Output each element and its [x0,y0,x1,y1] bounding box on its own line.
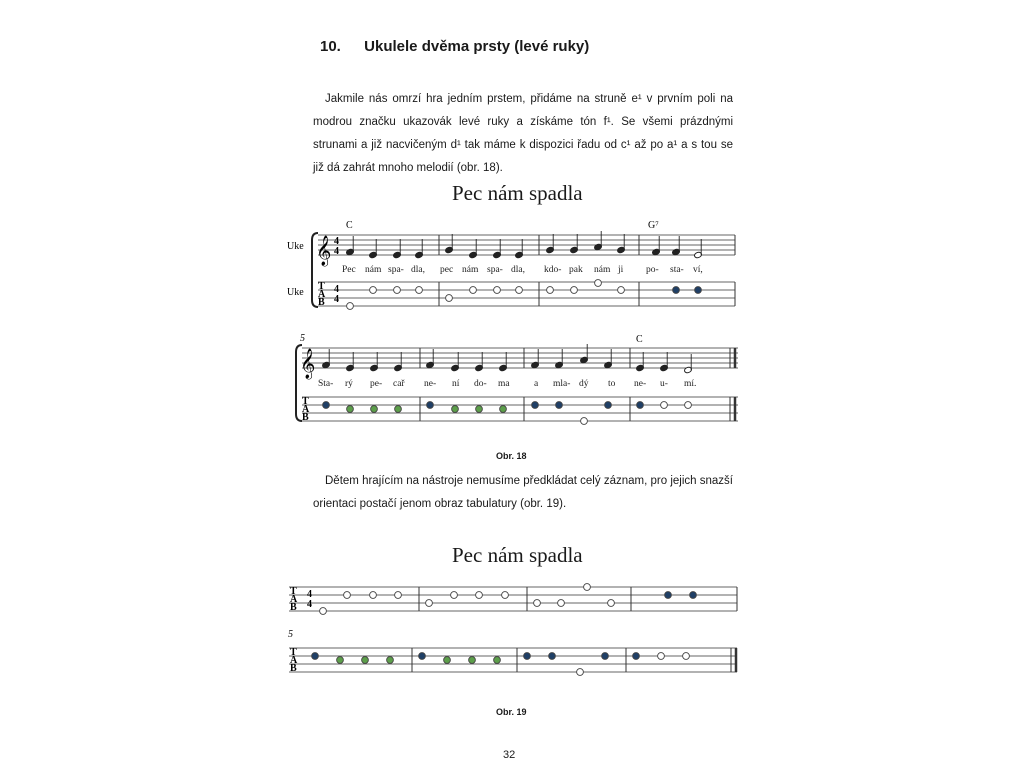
lyric: ne- [634,379,647,389]
tab-dot-blue [532,402,539,409]
intro-paragraph-text: Jakmile nás omrzí hra jedním prstem, přidáme na struně e¹ v prvním poli na modrou značku ukazovák levé ruky a získáme tón f¹. Se všemi prázdnými strunami a již nacvičeným d¹ tak máme k dispozici řadu od c¹ až po a¹ a s tou se již dá zahrát mnoho melodií (obr. 18). [313,93,733,174]
lyric: to [608,379,616,389]
fig19-time-sig-bottom: 4 [307,599,312,610]
tab-dot-blue [673,287,680,294]
tab-dot-open [476,592,483,599]
time-sig-bottom: 4 [334,246,339,257]
lyric: rý [345,379,353,389]
lyric: sta- [670,265,684,275]
lyric: Sta- [318,379,334,389]
tab-dot-green [476,406,483,413]
fig19-measure-number-5: 5 [288,629,293,640]
fig19-time-sig-top: 4 [307,589,312,600]
tab-dot-open [494,287,501,294]
tab-barlines-2 [420,397,735,421]
tab-dot-open [451,592,458,599]
figure19-title: Pec nám spadla [452,543,583,567]
lyric: u- [660,379,668,389]
tab-dot-blue [427,402,434,409]
figure18-title: Pec nám spadla [452,181,583,205]
tab-dot-open [683,653,690,660]
lyric: nám [365,265,382,275]
tab-clef-1 [318,281,326,308]
tab-letter-b: B [318,297,325,308]
second-paragraph [313,470,733,516]
tab-dot-open [685,402,692,409]
tab-letter-b: B [290,602,297,613]
fig19-tab-lines-1 [289,587,737,611]
tab-letter-a: A [290,594,298,605]
tab-dot-green [444,657,451,664]
tab-dot-green [347,406,354,413]
fig19-tab-lines-2 [289,648,737,672]
treble-clef: 𝄞 [316,236,332,266]
lyric: ví, [693,265,703,275]
lyric: Pec [342,265,356,275]
lyric: pe- [370,379,383,389]
notes-row-2 [322,344,693,374]
lyric: ji [618,265,624,275]
tab-dot-blue [312,653,319,660]
second-paragraph-text: Dětem hrajícím na nástroje nemusíme předkládat celý záznam, pro jejich snazší orientaci postačí jenom obraz tabulatury (obr. 19). [313,475,733,510]
tab-dot-green [371,406,378,413]
tab-dot-blue [605,402,612,409]
tab-dot-open [394,287,401,294]
chord-g7: G⁷ [648,220,659,231]
fig19-tab-dots-row-1 [320,584,697,615]
tab-lines-1 [318,282,735,306]
tab-dot-blue [633,653,640,660]
tab-dots-row-1 [347,280,702,310]
tab-dot-open [558,600,565,607]
tab-dot-open [395,592,402,599]
figure18-caption: Obr. 18 [496,451,527,461]
tab-time-sig-bottom: 4 [334,294,339,305]
tab-dot-open [446,295,453,302]
lyric: po- [646,265,659,275]
lyrics-line-1 [342,265,703,275]
chord-c-1: C [346,220,353,231]
lyric: dla, [411,265,425,275]
tab-barlines-1 [439,282,735,306]
tab-dot-blue [637,402,644,409]
tab-dot-open [516,287,523,294]
tab-dot-green [469,657,476,664]
lyric: mí. [684,379,697,389]
tab-letter-b: B [290,663,297,674]
tab-dot-blue [524,653,531,660]
tab-dot-green [494,657,501,664]
lyric: spa- [388,265,404,275]
lyric: nám [462,265,479,275]
tab-dot-open [595,280,602,287]
tab-dot-blue [690,592,697,599]
page-number: 32 [503,749,516,761]
measure-number-5: 5 [300,333,305,344]
tab-dot-open [608,600,615,607]
tab-dot-green [452,406,459,413]
tab-clef-2 [302,396,310,423]
lyric: cař [393,379,405,389]
tab-dot-green [395,406,402,413]
tab-dot-open [661,402,668,409]
tab-time-sig-top: 4 [334,284,339,295]
time-sig-top: 4 [334,236,339,247]
section-number: 10. [320,38,341,55]
lyric: do- [474,379,487,389]
tab-dot-blue [419,653,426,660]
tab-dot-blue [695,287,702,294]
tab-dot-open [581,418,588,425]
tab-letter-a: A [290,655,298,666]
treble-clef-2: 𝄞 [300,349,316,379]
lyric: dý [579,379,589,389]
tab-letter-b: B [302,412,309,423]
fig19-tab-clef-1 [290,586,298,613]
tab-lines-2 [302,397,738,421]
lyric: pec [440,265,454,275]
instrument-label-uke-1: Uke [287,241,304,252]
tab-dot-open [370,287,377,294]
tab-dot-open [502,592,509,599]
tab-dot-open [584,584,591,591]
tab-dot-open [571,287,578,294]
tab-dot-open [347,303,354,310]
lyric: dla, [511,265,525,275]
tab-dot-open [416,287,423,294]
lyric: ma [498,379,510,389]
tab-dot-open [344,592,351,599]
staff-lines-2 [302,348,738,368]
lyric: a [534,379,539,389]
tab-dot-green [500,406,507,413]
fig19-barlines-1 [419,587,737,611]
lyric: ní [452,379,460,389]
lyric: kdo- [544,265,562,275]
tab-dot-open [547,287,554,294]
tab-dot-blue [549,653,556,660]
tab-letter-t: T [290,647,297,658]
tab-dot-open [618,287,625,294]
tab-letter-t: T [318,281,325,292]
tab-dot-open [534,600,541,607]
lyric: mla- [553,379,571,389]
instrument-label-uke-2: Uke [287,287,304,298]
tab-dot-blue [665,592,672,599]
lyrics-line-2 [318,379,696,389]
figure19-caption: Obr. 19 [496,707,527,717]
tab-dot-green [337,657,344,664]
fig19-tab-clef-2 [290,647,298,674]
lyric: spa- [487,265,503,275]
tab-dot-open [370,592,377,599]
tab-letter-t: T [290,586,297,597]
tab-dot-open [320,608,327,615]
lyric: nám [594,265,611,275]
lyric: ne- [424,379,437,389]
tab-dot-blue [602,653,609,660]
tab-letter-t: T [302,396,309,407]
tab-letter-a: A [318,289,326,300]
section-title: Ukulele dvěma prsty (levé ruky) [364,38,590,55]
tab-dot-blue [556,402,563,409]
tab-dot-open [426,600,433,607]
tab-dot-open [658,653,665,660]
tab-dot-open [577,669,584,676]
tab-dot-blue [323,402,330,409]
tab-letter-a: A [302,404,310,415]
fig19-barlines-2 [412,648,736,672]
chord-c-2: C [636,334,643,345]
lyric: pak [569,265,583,275]
tab-dot-green [362,657,369,664]
tab-dot-open [470,287,477,294]
tab-dot-green [387,657,394,664]
